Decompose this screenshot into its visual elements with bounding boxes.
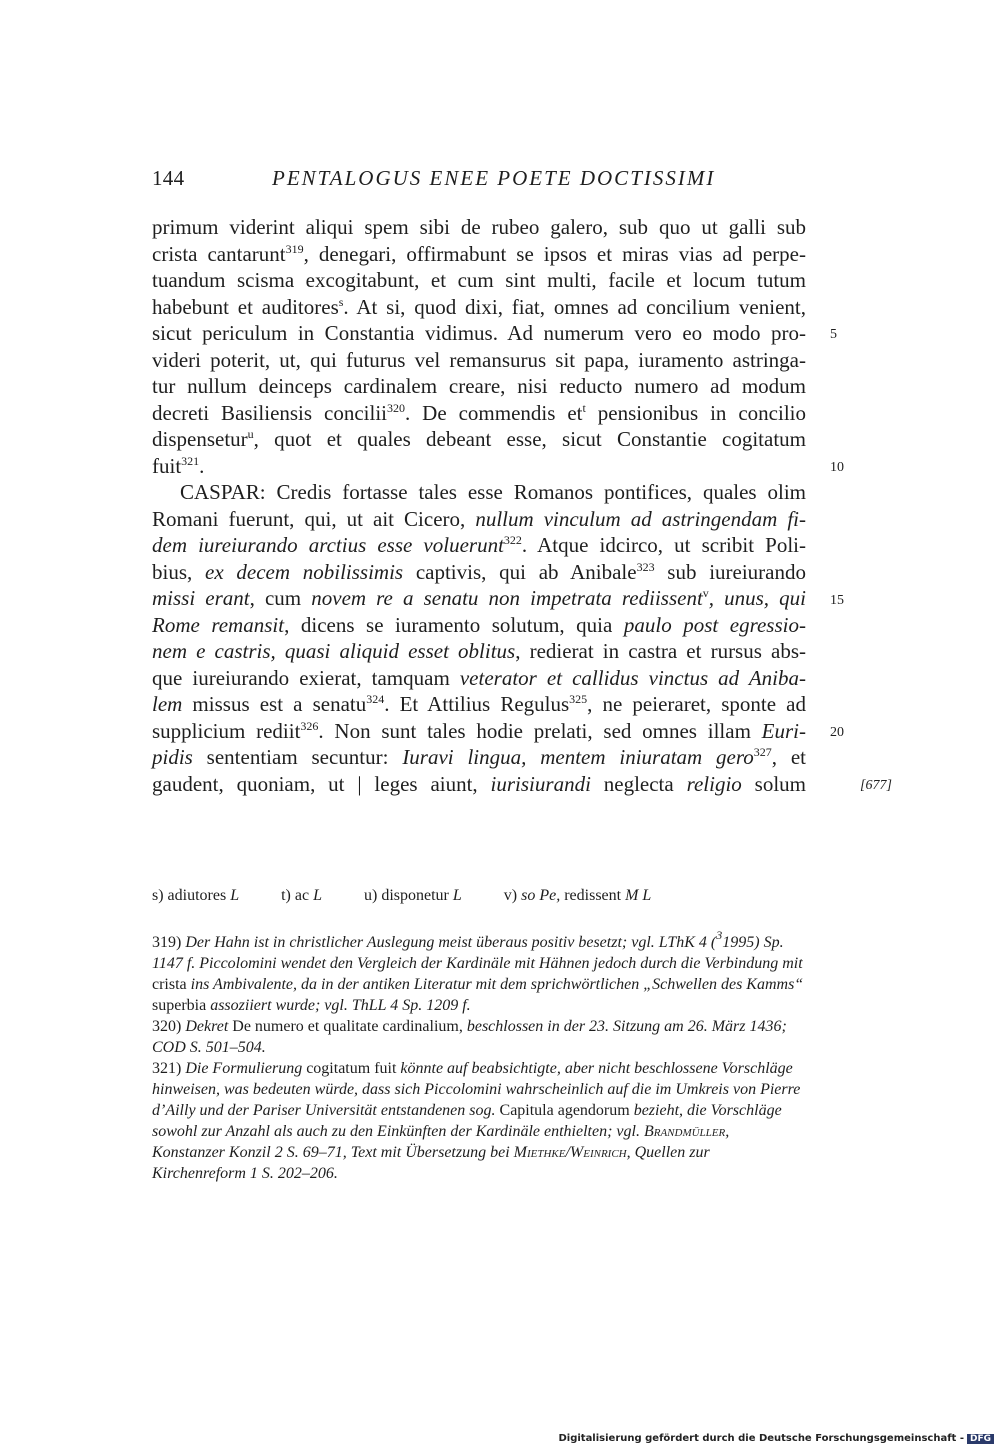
- text-segment: religio: [686, 771, 742, 796]
- footnote-segment: , Konstanzer Konzil 2 S. 69–71, Text mit Übersetzung bei: [152, 1123, 730, 1161]
- text-segment: 319: [285, 241, 304, 256]
- footnote-segment: 1995) Sp. 1147 f. Piccolomini wendet den Vergleich der Kardinäle mit Hähnen jedoch durch die Verbindung mit: [152, 934, 803, 972]
- text-segment: , unus, qui: [708, 586, 806, 610]
- footnote: [152, 1016, 806, 1058]
- text-segment: , cum: [249, 586, 312, 610]
- text-segment: lem: [152, 692, 183, 716]
- text-segment: bius,: [152, 559, 205, 584]
- page-number: 144: [152, 166, 185, 190]
- text-segment: veterator et callidus vinctus ad Aniba-: [459, 665, 807, 690]
- text-segment: habebunt et auditores: [152, 294, 339, 319]
- running-title: PENTALOGUS ENEE POETE DOCTISSIMI: [272, 166, 716, 190]
- text-segment: solum: [741, 771, 806, 796]
- funding-text: Digitalisierung gefördert durch die Deutsche Forschungsgemeinschaft -: [558, 1433, 964, 1444]
- critical-apparatus: [152, 887, 693, 905]
- text-segment: dispensetur: [152, 427, 248, 451]
- footnote: [152, 1058, 806, 1184]
- text-segment: missi erant: [152, 586, 250, 610]
- footnote-segment: , Quellen zur Kirchenreform 1 S. 202–206.: [152, 1144, 710, 1182]
- text-segment: 323: [636, 559, 655, 574]
- text-line: [152, 453, 806, 480]
- line-number: 20: [830, 725, 844, 740]
- text-segment: . Non sunt tales hodie prelati, sed omnes illam: [318, 718, 762, 743]
- text-segment: nem e castris, quasi aliquid esset oblitus: [152, 639, 516, 663]
- text-segment: , redierat in castra et rursus abs-: [515, 639, 806, 663]
- text-line: [152, 638, 806, 665]
- text-segment: crista cantarunt: [152, 241, 286, 266]
- text-segment: 324: [366, 692, 385, 706]
- text-line: [152, 294, 806, 321]
- text-segment: . Atque idcirco, ut scribit Poli-: [521, 533, 806, 557]
- footnote-segment: De numero et qualitate cardinalium,: [232, 1018, 463, 1035]
- text-segment: iurisiurandi: [490, 771, 591, 796]
- dfg-logo: DFG: [967, 1434, 994, 1444]
- footnote-segment: cogitatum fuit: [306, 1060, 397, 1077]
- line-number: 15: [830, 593, 844, 608]
- text-segment: .: [199, 453, 205, 478]
- footnote-segment: Die Formulierung: [185, 1060, 307, 1077]
- footnote-segment: 320): [152, 1018, 186, 1035]
- text-segment: videri poterit, ut, qui futurus vel remansurus sit papa, iuramento astringa-: [152, 347, 806, 372]
- text-line: [152, 718, 806, 745]
- text-segment: tuandum scisma excogitabunt, et cum sint multi, facile et locum tutum: [152, 268, 806, 292]
- apparatus-segment: s) adiutores: [152, 887, 231, 904]
- text-segment: neglecta: [590, 771, 687, 796]
- text-segment: decreti Basiliensis concilii: [152, 400, 387, 425]
- footnote-segment: crista: [152, 976, 187, 993]
- text-segment: 326: [300, 718, 319, 733]
- footnote-segment: superbia: [152, 997, 207, 1014]
- line-number: 5: [830, 327, 837, 342]
- footnote-segment: ins Ambivalente, da in der antiken Literatur mit dem sprichwörtlichen „Schwellen des Kamms“: [186, 976, 804, 993]
- text-segment: , quot et quales debeant esse, sicut Constantie cogitatum: [253, 427, 806, 451]
- apparatus-segment: t) ac: [281, 887, 314, 904]
- text-segment: , et: [771, 745, 807, 769]
- text-line: [152, 373, 806, 400]
- text-segment: 321: [181, 453, 200, 468]
- text-segment: que iureiurando exierat, tamquam: [152, 665, 460, 690]
- apparatus-segment: L: [452, 887, 462, 904]
- footnote: [152, 928, 806, 1016]
- footnote-segment: assoziiert wurde; vgl. ThLL 4 Sp. 1209 f.: [206, 997, 471, 1014]
- text-line: [152, 506, 806, 533]
- apparatus-entry: [281, 887, 322, 905]
- text-line: [152, 771, 806, 798]
- text-segment: sententiam secuntur:: [192, 745, 403, 769]
- text-segment: 327: [753, 745, 772, 759]
- text-segment: nullum vinculum ad astringendam fi-: [475, 506, 806, 531]
- text-segment: sicut periculum in Constantia vidimus. Ad numerum vero eo modo pro-: [152, 321, 806, 345]
- text-line: [152, 347, 806, 374]
- text-segment: . At si, quod dixi, fiat, omnes ad concilium venient,: [343, 294, 806, 319]
- text-segment: , ne peieraret, sponte ad: [587, 692, 806, 716]
- text-segment: gaudent, quoniam, ut | leges aiunt,: [152, 771, 491, 796]
- footnote-segment: bezieht, die Vorschläge sowohl zur Anzahl als auch zu den Einkünften der Kardinäle enthielten; vgl.: [152, 1102, 782, 1140]
- apparatus-segment: L: [230, 887, 240, 904]
- funding-footer: [558, 1433, 994, 1444]
- text-segment: t: [582, 400, 586, 415]
- text-line: [152, 744, 806, 771]
- text-segment: u: [247, 427, 254, 441]
- text-line: [152, 665, 806, 692]
- text-segment: Rome remansit: [152, 612, 285, 637]
- text-segment: dem iureiurando arctius esse voluerunt: [152, 533, 504, 557]
- text-segment: sub iureiurando: [654, 559, 806, 584]
- text-segment: , dicens se iuramento solutum, quia: [284, 612, 624, 637]
- text-line: [152, 585, 806, 612]
- text-line: [152, 532, 806, 559]
- text-segment: novem re a senatu non impetrata rediissent: [311, 586, 703, 610]
- text-segment: supplicium rediit: [152, 718, 301, 743]
- text-line: [152, 214, 806, 241]
- text-segment: Euri-: [761, 718, 806, 743]
- text-line: [152, 426, 806, 453]
- text-line: [152, 559, 806, 586]
- apparatus-segment: redissent: [560, 887, 626, 904]
- text-segment: 320: [386, 400, 405, 415]
- footnote-segment: könnte auf beabsichtigte, aber nicht beschlossene Vorschläge hinweisen, was bedeuten würde, dass sich Piccolomini wahrscheinlich auf die im Umkreis von Pierre d’Ailly und der Pariser Universität entstandenen sog.: [152, 1060, 801, 1119]
- running-header: [152, 166, 716, 191]
- apparatus-segment: L: [313, 887, 322, 904]
- apparatus-segment: M L: [625, 887, 652, 904]
- text-segment: primum viderint aliqui spem sibi de rubeo galero, sub quo ut galli sub: [152, 215, 806, 239]
- text-segment: CASPAR: Credis fortasse tales esse Romanos pontifices, quales olim: [180, 480, 806, 504]
- text-segment: pidis: [152, 745, 193, 769]
- text-segment: paulo post egressio-: [623, 612, 806, 637]
- text-segment: . De commendis et: [404, 400, 583, 425]
- footnote-segment: 321): [152, 1060, 186, 1077]
- apparatus-entry: [152, 887, 239, 905]
- footnote-segment: Capitula agendorum: [499, 1102, 630, 1119]
- text-segment: fuit: [152, 453, 182, 478]
- apparatus-segment: v): [503, 887, 522, 904]
- margin-page-reference: [677]: [860, 778, 892, 793]
- footnote-segment: 319): [152, 934, 186, 951]
- footnote-segment: Dekret: [185, 1018, 233, 1035]
- apparatus-segment: u) disponetur: [364, 887, 453, 904]
- main-text: [152, 214, 806, 797]
- text-segment: 325: [569, 692, 588, 706]
- text-segment: ex decem nobilissimis: [205, 559, 404, 584]
- text-segment: v: [702, 586, 709, 600]
- text-line: [152, 479, 806, 506]
- text-line: [152, 691, 806, 718]
- footnote-segment: beschlossen in der 23. Sitzung am 26. März 1436; COD S. 501–504.: [152, 1018, 787, 1056]
- text-segment: s: [338, 294, 344, 309]
- text-segment: Iuravi lingua, mentem iniuratam gero: [402, 745, 754, 769]
- text-line: [152, 241, 806, 268]
- apparatus-entry: [504, 887, 652, 905]
- text-segment: tur nullum deinceps cardinalem creare, nisi reducto numero ad modum: [152, 374, 806, 398]
- footnote-segment: 3: [716, 928, 723, 942]
- text-segment: 322: [503, 533, 522, 547]
- text-segment: captivis, qui ab Anibale: [403, 559, 637, 584]
- text-segment: Romani fuerunt, qui, ut ait Cicero,: [152, 506, 476, 531]
- text-segment: . Et Attilius Regulus: [384, 692, 570, 716]
- text-line: [152, 320, 806, 347]
- text-segment: , denegari, offirmabunt se ipsos et miras vias ad perpe-: [303, 241, 806, 266]
- footnote-segment: Brandmüller: [643, 1123, 726, 1140]
- apparatus-entry: [364, 887, 462, 905]
- text-line: [152, 400, 806, 427]
- text-line: [152, 612, 806, 639]
- footnotes: [152, 928, 806, 1184]
- text-segment: pensionibus in concilio: [585, 400, 806, 425]
- text-line: [152, 267, 806, 294]
- apparatus-segment: so Pe,: [521, 887, 561, 904]
- footnote-segment: Der Hahn ist in christlicher Auslegung meist überaus positiv besetzt; vgl. LThK 4 (: [185, 934, 717, 951]
- line-number: 10: [830, 460, 844, 475]
- footnote-segment: Miethke/Weinrich: [513, 1144, 627, 1161]
- text-segment: missus est a senatu: [182, 692, 367, 716]
